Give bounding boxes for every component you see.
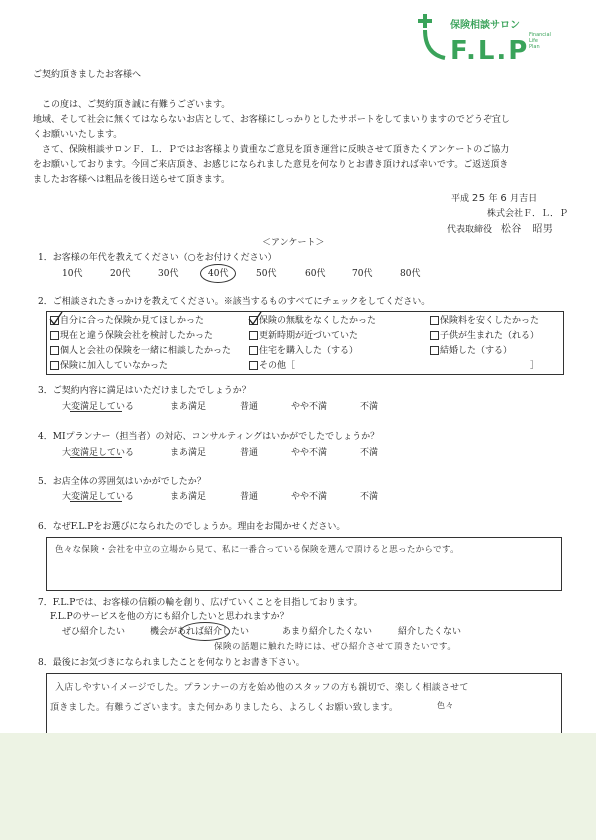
q5-option[interactable]: まあ満足	[170, 492, 207, 502]
q2-option-other[interactable]: その他［	[249, 361, 295, 372]
q6-answer: 色々な保険・会社を中立の立場から見て、私に一番合っている保険を選んで頂けると思ったからです。	[55, 545, 459, 555]
q4-option[interactable]: 普通	[240, 448, 259, 458]
q1-option-selected[interactable]: 40代	[208, 269, 229, 279]
greeting: ご契約頂きましたお客様へ	[33, 70, 142, 80]
logo-brand: F.L.P	[450, 36, 530, 66]
intro-line: この度は、ご契約頂き誠に有難うございます。	[42, 100, 231, 110]
q6-text: 6．なぜF.L.Pをお選びになられたのでしょうか。理由をお聞かせください。	[38, 522, 346, 532]
selection-mark	[70, 411, 122, 412]
q2-other-bracket-end: ］	[530, 361, 540, 371]
q7-option[interactable]: 紹介したくない	[398, 627, 462, 637]
footer-band	[0, 733, 596, 840]
q1-option[interactable]: 30代	[158, 269, 179, 279]
q1-option[interactable]: 10代	[62, 269, 83, 279]
q2-option[interactable]: 個人と会社の保険を一緒に相談したかった	[50, 346, 231, 357]
q2-option-checked[interactable]: 保険の無駄をなくしたかった	[249, 316, 376, 327]
q1-option[interactable]: 20代	[110, 269, 131, 279]
q2-option-checked[interactable]: 自分に合った保険か見てほしかった	[50, 316, 204, 327]
intro-line: くお願いいたします。	[33, 130, 123, 140]
q3-option[interactable]: まあ満足	[170, 402, 207, 412]
survey-title: ＜アンケート＞	[262, 238, 325, 248]
intro-line: をお願いしております。今回ご来店頂き、お感じになられました意見を何なりとお書き頂ければ幸いです。ご返送頂き	[33, 160, 509, 170]
q7-text: 7．F.L.Pでは、お客様の信頼の輪を創り、広げていくことを目指しております。	[38, 598, 363, 608]
q7-handwritten-note: 保険の話題に触れた時には、ぜひ紹介させて頂きたいです。	[214, 642, 457, 652]
intro-line: 地域、そして社会に無くてはならないお店として、お客様にしっかりとしたサポートをしてまいりますのでどうぞ宜し	[33, 115, 510, 125]
q4-option[interactable]: 不満	[360, 448, 379, 458]
q4-text: 4．MIプランナー（担当者）の対応、コンサルティングはいかがでしたでしょうか？	[38, 432, 380, 442]
q8-text: 8．最後にお気づきになられましたことを何なりとお書き下さい。	[38, 658, 305, 668]
q3-text: 3．ご契約内容に満足はいただけましたでしょうか？	[38, 386, 251, 396]
selection-mark	[70, 501, 122, 502]
q5-option[interactable]: やや不満	[291, 492, 328, 502]
intro-line: ましたお客様へは粗品を後日送らせて頂きます。	[33, 175, 231, 185]
q2-option[interactable]: 結婚した（する）	[430, 346, 512, 357]
q5-option[interactable]: 不満	[360, 492, 379, 502]
q5-text: 5．お店全体の雰囲気はいかがでしたか？	[38, 477, 206, 487]
q7-option-selected[interactable]: 機会があれば紹介したい	[150, 627, 250, 637]
q8-answer-line: 頂きました。有難うございます。また何かありましたら、よろしくお願い致します。	[50, 703, 399, 713]
q8-answer-insert: 色々	[437, 701, 454, 710]
q1-option[interactable]: 50代	[256, 269, 277, 279]
q2-option[interactable]: 更新時期が近づいていた	[249, 331, 358, 342]
q1-option[interactable]: 60代	[305, 269, 326, 279]
q1-option[interactable]: 70代	[352, 269, 373, 279]
q7-subtext: F.L.Pのサービスを他の方にも紹介したいと思われますか？	[50, 612, 289, 622]
selection-circle	[180, 622, 230, 641]
q5-option-selected[interactable]: 大変満足している	[62, 492, 135, 502]
q2-text: 2．ご相談されたきっかけを教えてください。※該当するものすべてにチェックをしてください。	[38, 297, 431, 307]
plus-icon	[415, 14, 455, 66]
q5-option[interactable]: 普通	[240, 492, 259, 502]
q3-option-selected[interactable]: 大変満足している	[62, 402, 135, 412]
q3-option[interactable]: やや不満	[291, 402, 328, 412]
q3-option[interactable]: 不満	[360, 402, 379, 412]
logo-name: 保険相談サロン	[450, 20, 520, 31]
intro-line: さて、保険相談サロンＦ．Ｌ．Ｐではお客様より貴重なご意見を頂き運営に反映させて頂きたくアンケートのご協力	[42, 145, 510, 155]
logo-subtitle: Financial Life Plan	[529, 32, 551, 50]
q7-option[interactable]: ぜひ紹介したい	[62, 627, 126, 637]
representative: 代表取締役 松谷 昭男	[447, 224, 554, 235]
flp-logo	[415, 14, 565, 66]
q1-text: 1．お客様の年代を教えてください（○をお付けください）	[38, 253, 277, 263]
q2-option[interactable]: 保険料を安くしたかった	[430, 316, 539, 327]
q4-option-selected[interactable]: 大変満足している	[62, 448, 135, 458]
q2-option[interactable]: 子供が生まれた（れる）	[430, 331, 539, 342]
checkmark-icon	[247, 311, 263, 327]
q4-option[interactable]: やや不満	[291, 448, 328, 458]
q2-option[interactable]: 住宅を購入した（する）	[249, 346, 358, 357]
date-line: 平成 25 年 6 月吉日	[451, 193, 538, 204]
q2-option[interactable]: 現在と違う保険会社を検討したかった	[50, 331, 213, 342]
q8-answer-line: 入店しやすいイメージでした。プランナーの方を始め他のスタッフの方も親切で、楽しく相談させて	[55, 683, 469, 693]
q4-option[interactable]: まあ満足	[170, 448, 207, 458]
checkmark-icon	[48, 311, 64, 327]
q7-option[interactable]: あまり紹介したくない	[282, 627, 373, 637]
q3-option[interactable]: 普通	[240, 402, 259, 412]
selection-mark	[70, 457, 122, 458]
q1-option[interactable]: 80代	[400, 269, 421, 279]
selection-circle	[200, 264, 236, 283]
q2-option[interactable]: 保険に加入していなかった	[50, 361, 168, 372]
company-name: 株式会社Ｆ．Ｌ．Ｐ	[487, 209, 569, 219]
